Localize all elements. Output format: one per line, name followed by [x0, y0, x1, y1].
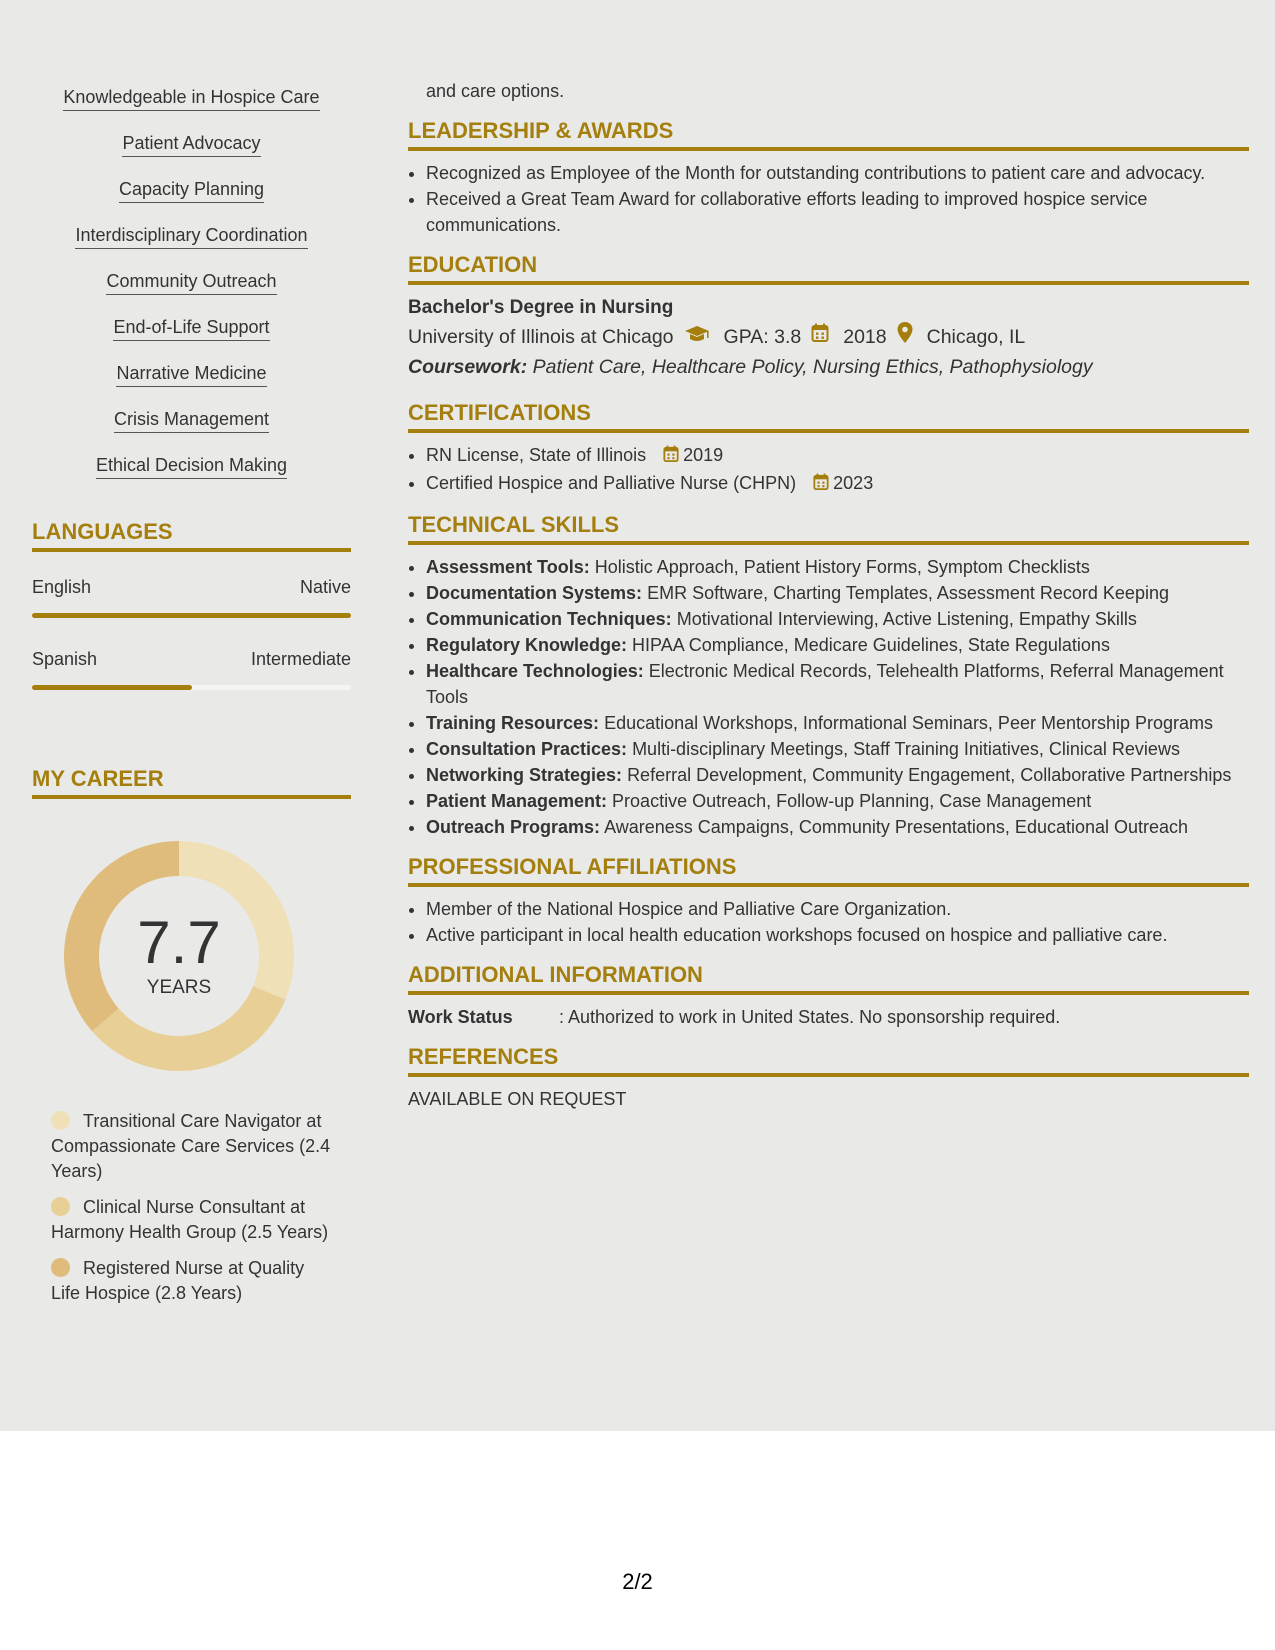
technical-skill-item: • Training Resources: Educational Workshops, Informational Seminars, Peer Mentorship Programs — [426, 710, 1249, 736]
language-bar — [32, 613, 351, 618]
technical-skill-item: • Patient Management: Proactive Outreach, Follow-up Planning, Case Management — [426, 788, 1249, 814]
technical-skill-item: • Regulatory Knowledge: HIPAA Compliance, Medicare Guidelines, State Regulations — [426, 632, 1249, 658]
references-section — [408, 1044, 1249, 1112]
language-row — [32, 576, 351, 598]
calendar-icon — [813, 472, 829, 498]
certifications-title: CERTIFICATIONS — [408, 400, 1249, 433]
language-name: English — [32, 577, 92, 597]
affiliations-title: PROFESSIONAL AFFILIATIONS — [408, 854, 1249, 887]
coursework-label: Coursework: — [408, 356, 528, 378]
coursework-list: Patient Care, Healthcare Policy, Nursing Ethics, Pathophysiology — [532, 356, 1093, 378]
language-level: Intermediate — [250, 649, 351, 669]
education-gpa: GPA: 3.8 — [723, 326, 802, 348]
certification-year: 2023 — [833, 473, 874, 493]
career-legend-item — [51, 1256, 331, 1306]
skill-item: Interdisciplinary Coordination — [75, 222, 307, 249]
certifications-section — [408, 400, 1249, 498]
career-donut — [64, 841, 294, 1071]
technical-skill-item: • Outreach Programs: Awareness Campaigns, Community Presentations, Educational Outreach — [426, 814, 1249, 840]
certification-item — [426, 470, 1249, 498]
language-row — [32, 648, 351, 670]
affiliation-item: • Active participant in local health education workshops focused on hospice and palliative care. — [426, 922, 1249, 948]
language-bar-fill — [32, 685, 192, 690]
language-name: Spanish — [32, 649, 98, 669]
leadership-item: • Received a Great Team Award for collaborative efforts leading to improved hospice service communications. — [426, 186, 1249, 238]
skill-item: End-of-Life Support — [113, 314, 269, 341]
legend-dot — [51, 1258, 70, 1277]
location-pin-icon — [897, 322, 913, 352]
additional-info-title: ADDITIONAL INFORMATION — [408, 962, 1249, 995]
technical-skills-section — [408, 512, 1249, 840]
legend-dot — [51, 1111, 70, 1130]
left-column — [32, 84, 351, 1317]
skill-item: Crisis Management — [114, 406, 269, 433]
career-legend — [51, 1109, 351, 1306]
career-legend-item — [51, 1195, 331, 1245]
education-degree: Bachelor's Degree in Nursing — [408, 297, 674, 318]
certification-name: Certified Hospice and Palliative Nurse (CHPN) — [426, 473, 797, 493]
intro-tail-text: and care options. — [426, 81, 565, 101]
references-text: AVAILABLE ON REQUEST — [408, 1089, 627, 1109]
calendar-icon — [663, 444, 679, 470]
language-level: Native — [299, 577, 351, 597]
language-bar-fill — [32, 613, 351, 618]
references-title: REFERENCES — [408, 1044, 1249, 1077]
career-title: MY CAREER — [32, 766, 351, 799]
leadership-section — [408, 118, 1249, 238]
technical-skill-item: • Documentation Systems: EMR Software, Charting Templates, Assessment Record Keeping — [426, 580, 1249, 606]
skill-item: Narrative Medicine — [116, 360, 266, 387]
education-location: Chicago, IL — [926, 326, 1026, 348]
career-unit: YEARS — [146, 977, 212, 998]
language-bar — [32, 685, 351, 690]
leadership-title: LEADERSHIP & AWARDS — [408, 118, 1249, 151]
work-status-label: Work Status — [408, 1007, 513, 1027]
work-status-value: : Authorized to work in United States. No sponsorship required. — [559, 1007, 1061, 1027]
calendar-icon — [811, 322, 829, 352]
career-total: 7.7 — [137, 909, 221, 976]
education-year: 2018 — [843, 326, 887, 348]
technical-skill-item: • Assessment Tools: Holistic Approach, Patient History Forms, Symptom Checklists — [426, 554, 1249, 580]
languages-section — [32, 519, 351, 690]
affiliations-section — [408, 854, 1249, 948]
right-column — [408, 78, 1249, 1112]
leadership-item: • Recognized as Employee of the Month for outstanding contributions to patient care and advocacy. — [426, 160, 1249, 186]
career-legend-item — [51, 1109, 331, 1184]
technical-skill-item: • Consultation Practices: Multi-disciplinary Meetings, Staff Training Initiatives, Clinical Reviews — [426, 736, 1249, 762]
technical-skills-title: TECHNICAL SKILLS — [408, 512, 1249, 545]
skill-item: Capacity Planning — [119, 176, 264, 203]
certification-item — [426, 442, 1249, 470]
certification-year: 2019 — [683, 445, 724, 465]
education-school: University of Illinois at Chicago — [408, 326, 674, 348]
technical-skill-item: • Healthcare Technologies: Electronic Medical Records, Telehealth Platforms, Referral Management Tools — [426, 658, 1249, 710]
skill-item: Knowledgeable in Hospice Care — [63, 84, 319, 111]
education-details — [408, 322, 1249, 352]
technical-skill-item: • Communication Techniques: Motivational Interviewing, Active Listening, Empathy Skills — [426, 606, 1249, 632]
skill-item: Community Outreach — [106, 268, 276, 295]
affiliation-item: • Member of the National Hospice and Palliative Care Organization. — [426, 896, 1249, 922]
technical-skill-item: • Networking Strategies: Referral Development, Community Engagement, Collaborative Partnerships — [426, 762, 1249, 788]
work-status-row — [408, 1004, 1249, 1030]
additional-info-section — [408, 962, 1249, 1030]
certification-name: RN License, State of Illinois — [426, 445, 647, 465]
languages-title: LANGUAGES — [32, 519, 351, 552]
page-number: 2/2 — [622, 1569, 653, 1594]
skills-list — [32, 84, 351, 479]
education-section — [408, 252, 1249, 382]
skill-item: Patient Advocacy — [122, 130, 260, 157]
legend-label: Clinical Nurse Consultant at Harmony Health Group (2.5 Years) — [51, 1197, 329, 1242]
education-coursework — [408, 352, 1249, 382]
legend-label: Transitional Care Navigator at Compassionate Care Services (2.4 Years) — [51, 1111, 331, 1181]
graduation-cap-icon — [684, 322, 710, 352]
skill-item: Ethical Decision Making — [96, 452, 287, 479]
education-title: EDUCATION — [408, 252, 1249, 285]
legend-label: Registered Nurse at Quality Life Hospice (2.8 Years) — [51, 1258, 305, 1303]
legend-dot — [51, 1197, 70, 1216]
career-section — [32, 766, 351, 1306]
